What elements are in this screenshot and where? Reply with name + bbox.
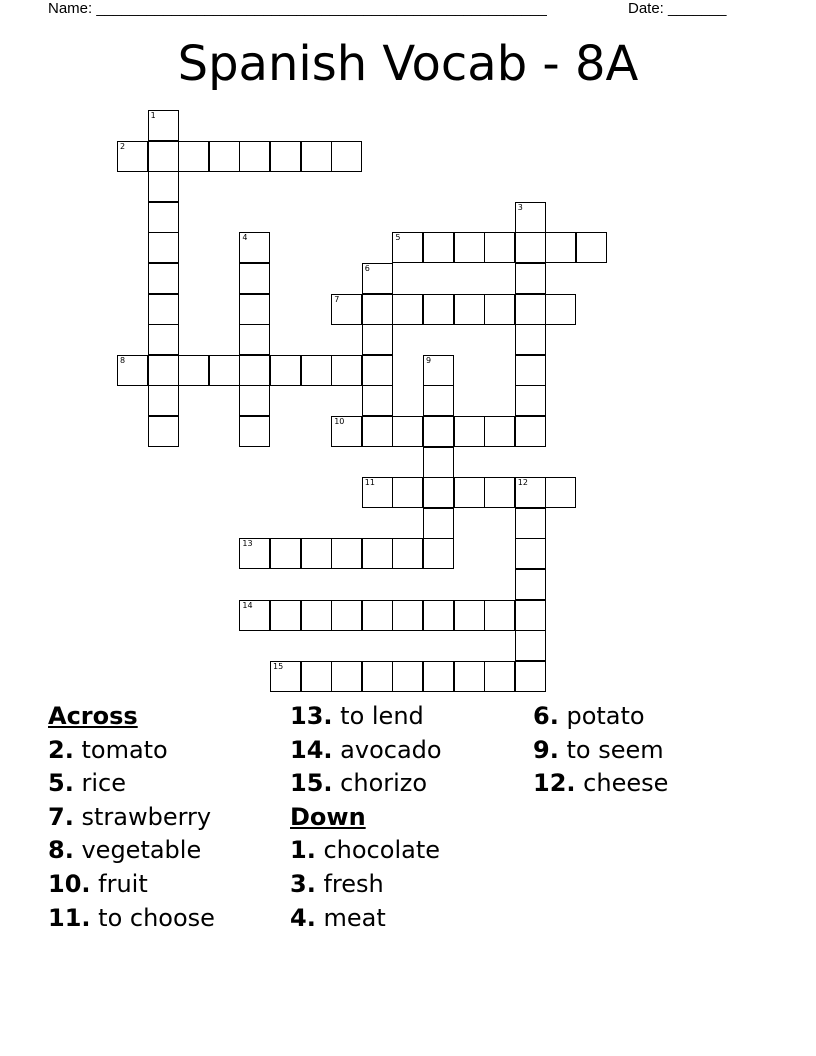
grid-cell[interactable] [148,263,179,294]
grid-cell[interactable] [576,232,607,263]
clue-number: 3 [517,202,523,212]
clue-number: 1 [150,111,156,120]
grid-cell[interactable] [239,232,270,263]
clue-column-3 [533,700,668,801]
grid-cell[interactable] [484,477,515,508]
grid-cell[interactable] [484,294,515,325]
grid-cell[interactable] [423,508,454,539]
clue-number: 15 [273,661,284,671]
grid-cell[interactable] [239,416,270,447]
clue-down-12: 12. cheese [533,769,669,798]
grid-cell[interactable] [484,600,515,631]
grid-cell[interactable] [362,385,393,416]
grid-cell[interactable] [148,294,179,325]
grid-cell[interactable] [423,447,454,478]
clue-down-1: 1. chocolate [290,836,440,865]
grid-cell[interactable] [454,294,485,325]
grid-cell[interactable] [301,600,332,631]
clue-across-8: 8. vegetable [48,836,202,865]
grid-cell[interactable] [148,171,179,202]
clue-number: 9 [426,355,432,365]
grid-cell[interactable] [454,661,485,692]
grid-cell[interactable] [331,600,362,631]
grid-cell[interactable] [301,355,332,386]
clue-down-6: 6. potato [533,702,645,730]
grid-cell[interactable] [362,263,393,294]
clue-across-15: 15. chorizo [290,769,428,798]
clue-column-1 [48,700,215,935]
grid-cell[interactable] [454,477,485,508]
name-field[interactable]: Name: ______________________________________________________ [48,0,547,17]
date-field[interactable]: Date: _______ [628,0,727,17]
grid-cell[interactable] [454,600,485,631]
grid-cell[interactable] [117,141,148,172]
clue-number: 5 [395,233,401,243]
grid-cell[interactable] [392,600,423,631]
grid-cell[interactable] [454,232,485,263]
clue-number: 4 [242,233,248,243]
grid-cell[interactable] [545,294,576,325]
clue-number: 13 [242,539,253,549]
grid-cell[interactable] [423,600,454,631]
grid-cell[interactable] [423,355,454,386]
page-title: Spanish Vocab - 8A [177,36,639,92]
clue-across-7: 7. strawberry [48,802,212,831]
grid-cell[interactable] [178,355,209,386]
grid-cell[interactable] [392,661,423,692]
grid-cell[interactable] [392,232,423,263]
clue-column-2 [290,700,442,935]
grid-cell[interactable] [515,294,546,325]
grid-cell[interactable] [362,600,393,631]
clue-across-10: 10. fruit [48,869,148,898]
grid-cell[interactable] [331,538,362,569]
clue-number: 6 [364,264,370,273]
grid-cell[interactable] [301,661,332,692]
grid-cell[interactable] [423,661,454,692]
grid-cell[interactable] [423,538,454,569]
grid-cell[interactable] [239,294,270,325]
grid-cell[interactable] [515,232,546,263]
grid-cell[interactable] [515,661,546,692]
grid-cell[interactable] [270,538,301,569]
grid-cell[interactable] [148,141,179,172]
grid-cell[interactable] [362,294,393,325]
grid-cell[interactable] [515,569,546,600]
grid-cell[interactable] [148,355,179,386]
grid-cell[interactable] [392,294,423,325]
grid-cell[interactable] [362,538,393,569]
grid-cell[interactable] [423,232,454,263]
clue-number: 8 [120,355,126,365]
grid-cell[interactable] [331,416,362,447]
grid-cell[interactable] [362,355,393,386]
clue-down-3: 3. fresh [290,869,384,898]
grid-cell[interactable] [484,416,515,447]
grid-cell[interactable] [515,385,546,416]
grid-cell[interactable] [515,538,546,569]
grid-cell[interactable] [148,416,179,447]
grid-cell[interactable] [515,263,546,294]
grid-cell[interactable] [362,416,393,447]
grid-cell[interactable] [515,416,546,447]
grid-cell[interactable] [209,355,240,386]
grid-cell[interactable] [270,661,301,692]
grid-cell[interactable] [331,661,362,692]
grid-cell[interactable] [423,294,454,325]
grid-cell[interactable] [331,294,362,325]
clue-number: 10 [334,417,345,426]
grid-cell[interactable] [117,355,148,386]
grid-cell[interactable] [515,630,546,661]
clue-number: 7 [334,294,340,304]
grid-cell[interactable] [392,477,423,508]
grid-cell[interactable] [362,477,393,508]
grid-cell[interactable] [148,385,179,416]
down-heading: Down [290,802,366,831]
grid-cell[interactable] [423,416,454,447]
grid-cell[interactable] [515,355,546,386]
grid-cell[interactable] [148,324,179,355]
grid-cell[interactable] [239,538,270,569]
grid-cell[interactable] [270,600,301,631]
grid-cell[interactable] [239,141,270,172]
grid-cell[interactable] [515,324,546,355]
grid-cell[interactable] [423,477,454,508]
grid-cell[interactable] [178,141,209,172]
clue-across-5: 5. rice [48,769,126,798]
grid-cell[interactable] [301,141,332,172]
grid-cell[interactable] [515,600,546,631]
grid-cell[interactable] [148,110,179,141]
grid-cell[interactable] [423,385,454,416]
grid-cell[interactable] [331,355,362,386]
grid-cell[interactable] [239,263,270,294]
clue-number: 11 [364,478,375,488]
grid-cell[interactable] [239,324,270,355]
clue-number: 12 [517,478,528,488]
grid-cell[interactable] [484,232,515,263]
clue-number: 2 [120,141,126,151]
grid-cell[interactable] [545,232,576,263]
clue-across-14: 14. avocado [290,735,442,764]
grid-cell[interactable] [484,661,515,692]
clue-across-11: 11. to choose [48,903,215,932]
grid-cell[interactable] [515,477,546,508]
grid-cell[interactable] [301,538,332,569]
grid-cell[interactable] [239,385,270,416]
grid-cell[interactable] [331,141,362,172]
across-heading: Across [48,702,138,730]
clue-across-13: 13. to lend [290,702,424,730]
grid-cell[interactable] [148,202,179,233]
grid-cell[interactable] [148,232,179,263]
clue-number: 14 [242,600,253,610]
grid-cell[interactable] [392,416,423,447]
grid-cell[interactable] [362,324,393,355]
grid-cell[interactable] [515,202,546,233]
grid-cell[interactable] [392,538,423,569]
grid-cell[interactable] [270,355,301,386]
clue-down-4: 4. meat [290,903,386,932]
grid-cell[interactable] [454,416,485,447]
grid-cell[interactable] [362,661,393,692]
clue-down-9: 9. to seem [533,735,664,764]
clue-across-2: 2. tomato [48,735,168,764]
grid-cell[interactable] [239,355,270,386]
grid-cell[interactable] [209,141,240,172]
grid-cell[interactable] [270,141,301,172]
grid-cell[interactable] [545,477,576,508]
grid-cell[interactable] [515,508,546,539]
clues-section [0,700,816,960]
grid-cell[interactable] [239,600,270,631]
